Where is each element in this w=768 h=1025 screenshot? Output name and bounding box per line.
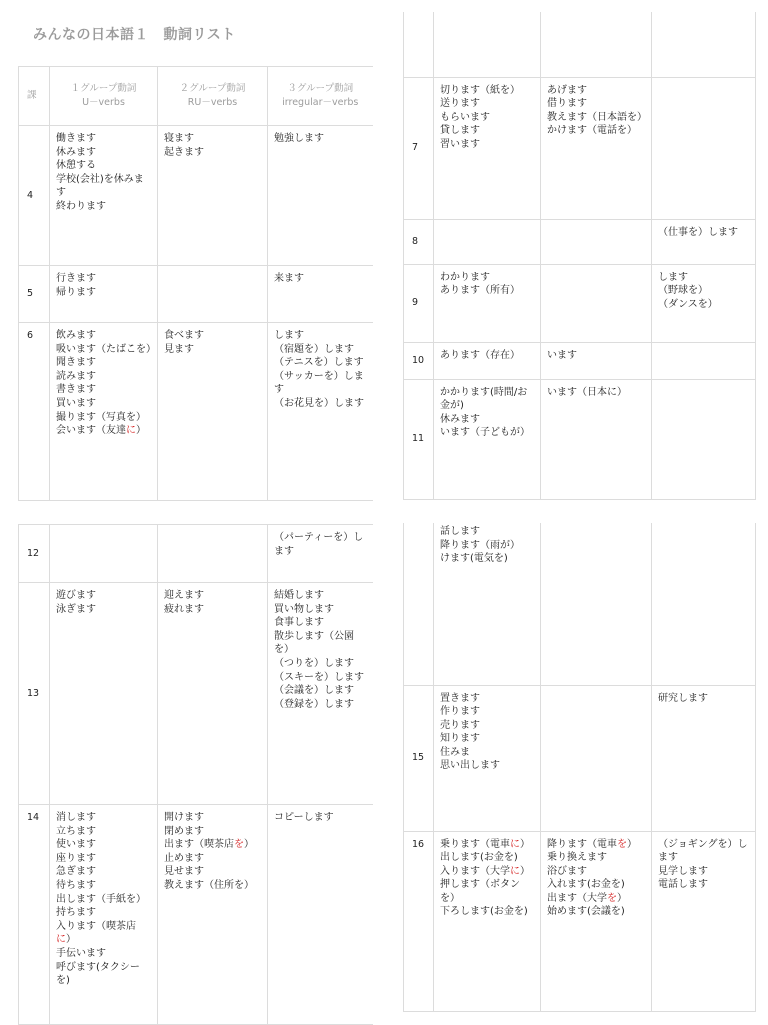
group1-cell: あります（存在） (434, 342, 541, 379)
group2-cell: 開けます 閉めます 出ます（喫茶店を） 止めます 見せます 教えます（住所を） (158, 805, 268, 1025)
verb-table-page1-right (403, 12, 756, 500)
lesson-number (404, 523, 434, 685)
header-lesson: 課 (19, 67, 50, 126)
group2-cell: 食べます 見ます (158, 323, 268, 501)
group2-cell (541, 523, 652, 685)
table-row (404, 685, 756, 831)
table-row (404, 523, 756, 685)
table-row (404, 831, 756, 1011)
lesson-number: 7 (404, 77, 434, 219)
lesson-number: 8 (404, 219, 434, 264)
lesson-number: 16 (404, 831, 434, 1011)
table-row (19, 323, 373, 501)
group3-cell: 結婚します 買い物します 食事します 散歩します（公園を） （つりを）します （スキーを）します （会議を）します （登録を）します (268, 583, 373, 805)
lesson-number: 15 (404, 685, 434, 831)
header-group1: １グループ動詞 U－verbs (50, 67, 158, 126)
lesson-number: 14 (19, 805, 50, 1025)
group3-cell (652, 77, 756, 219)
table-row (19, 525, 373, 583)
table-row (19, 583, 373, 805)
group3-cell: （パーティーを）します (268, 525, 373, 583)
group2-cell: 迎えます 疲れます (158, 583, 268, 805)
group2-cell: 降ります（電車を） 乗り換えます 浴びます 入れます(お金を) 出ます（大学を） 始めます(会議を) (541, 831, 652, 1011)
group1-cell: わかります あります（所有） (434, 264, 541, 342)
verb-table-page1-left (18, 66, 373, 501)
lesson-number: 9 (404, 264, 434, 342)
table-row (404, 12, 756, 77)
group1-cell: 飲みます 吸います（たばこを） 聞きます 読みます 書きます 買います 撮ります（写真を） 会います（友達に） (50, 323, 158, 501)
group3-cell: 研究します (652, 685, 756, 831)
group2-cell: 寝ます 起きます (158, 126, 268, 266)
group2-cell (541, 219, 652, 264)
lesson-number: 10 (404, 342, 434, 379)
group2-cell: あげます 借ります 教えます（日本語を） かけます（電話を） (541, 77, 652, 219)
lesson-number: 12 (19, 525, 50, 583)
group3-cell: （仕事を）します (652, 219, 756, 264)
group2-cell (158, 525, 268, 583)
group2-cell (541, 685, 652, 831)
group1-cell (50, 525, 158, 583)
group2-cell: います（日本に） (541, 379, 652, 499)
group1-cell: 話します 降ります（雨が） けます(電気を) (434, 523, 541, 685)
group3-cell: 勉強します (268, 126, 373, 266)
group1-cell: 置きます 作ります 売ります 知ります 住みま 思い出します (434, 685, 541, 831)
lesson-number: 4 (19, 126, 50, 266)
group3-cell: します （宿題を）します （テニスを）します （サッカーを）します （お花見を）します (268, 323, 373, 501)
header-row (19, 67, 373, 126)
table-row (404, 77, 756, 219)
lesson-number: 11 (404, 379, 434, 499)
lesson-number: 6 (19, 323, 50, 501)
verb-table-page2-left (18, 524, 373, 1025)
group2-cell (158, 266, 268, 323)
table-row (404, 379, 756, 499)
group3-cell: コピーします (268, 805, 373, 1025)
group1-cell: 遊びます 泳ぎます (50, 583, 158, 805)
group3-cell: 来ます (268, 266, 373, 323)
lesson-number: 5 (19, 266, 50, 323)
lesson-number: 13 (19, 583, 50, 805)
table-row (404, 264, 756, 342)
group1-cell: かかります(時間/お金が) 休みます います（子どもが） (434, 379, 541, 499)
group3-cell (652, 379, 756, 499)
verb-table-page2-right (403, 523, 756, 1012)
group3-cell: します （野球を） （ダンスを） (652, 264, 756, 342)
header-group3: ３グループ動詞 irregular－verbs (268, 67, 373, 126)
group3-cell: （ジョギングを）します 見学します 電話します (652, 831, 756, 1011)
table-row (19, 266, 373, 323)
group1-cell: 行きます 帰ります (50, 266, 158, 323)
group3-cell (652, 342, 756, 379)
header-group2: ２グループ動詞 RU－verbs (158, 67, 268, 126)
group1-cell: 切ります（紙を） 送ります もらいます 貸します 習います (434, 77, 541, 219)
group3-cell (652, 523, 756, 685)
table-row (404, 342, 756, 379)
table-row (404, 219, 756, 264)
group2-cell (541, 264, 652, 342)
table-row (19, 126, 373, 266)
group1-cell (434, 219, 541, 264)
group1-cell: 働きます 休みます 休憩する 学校(会社)を休みます 終わります (50, 126, 158, 266)
table-row (19, 805, 373, 1025)
group1-cell: 乗ります（電車に） 出します(お金を) 入ります（大学に） 押します（ボタンを） 下ろします(お金を) (434, 831, 541, 1011)
group1-cell: 消します 立ちます 使います 座ります 急ぎます 待ちます 出します（手紙を） 持ちます 入ります（喫茶店に） 手伝います 呼びます(タクシーを) (50, 805, 158, 1025)
page-title: みんなの日本語１ 動詞リスト (33, 27, 236, 43)
group2-cell: います (541, 342, 652, 379)
